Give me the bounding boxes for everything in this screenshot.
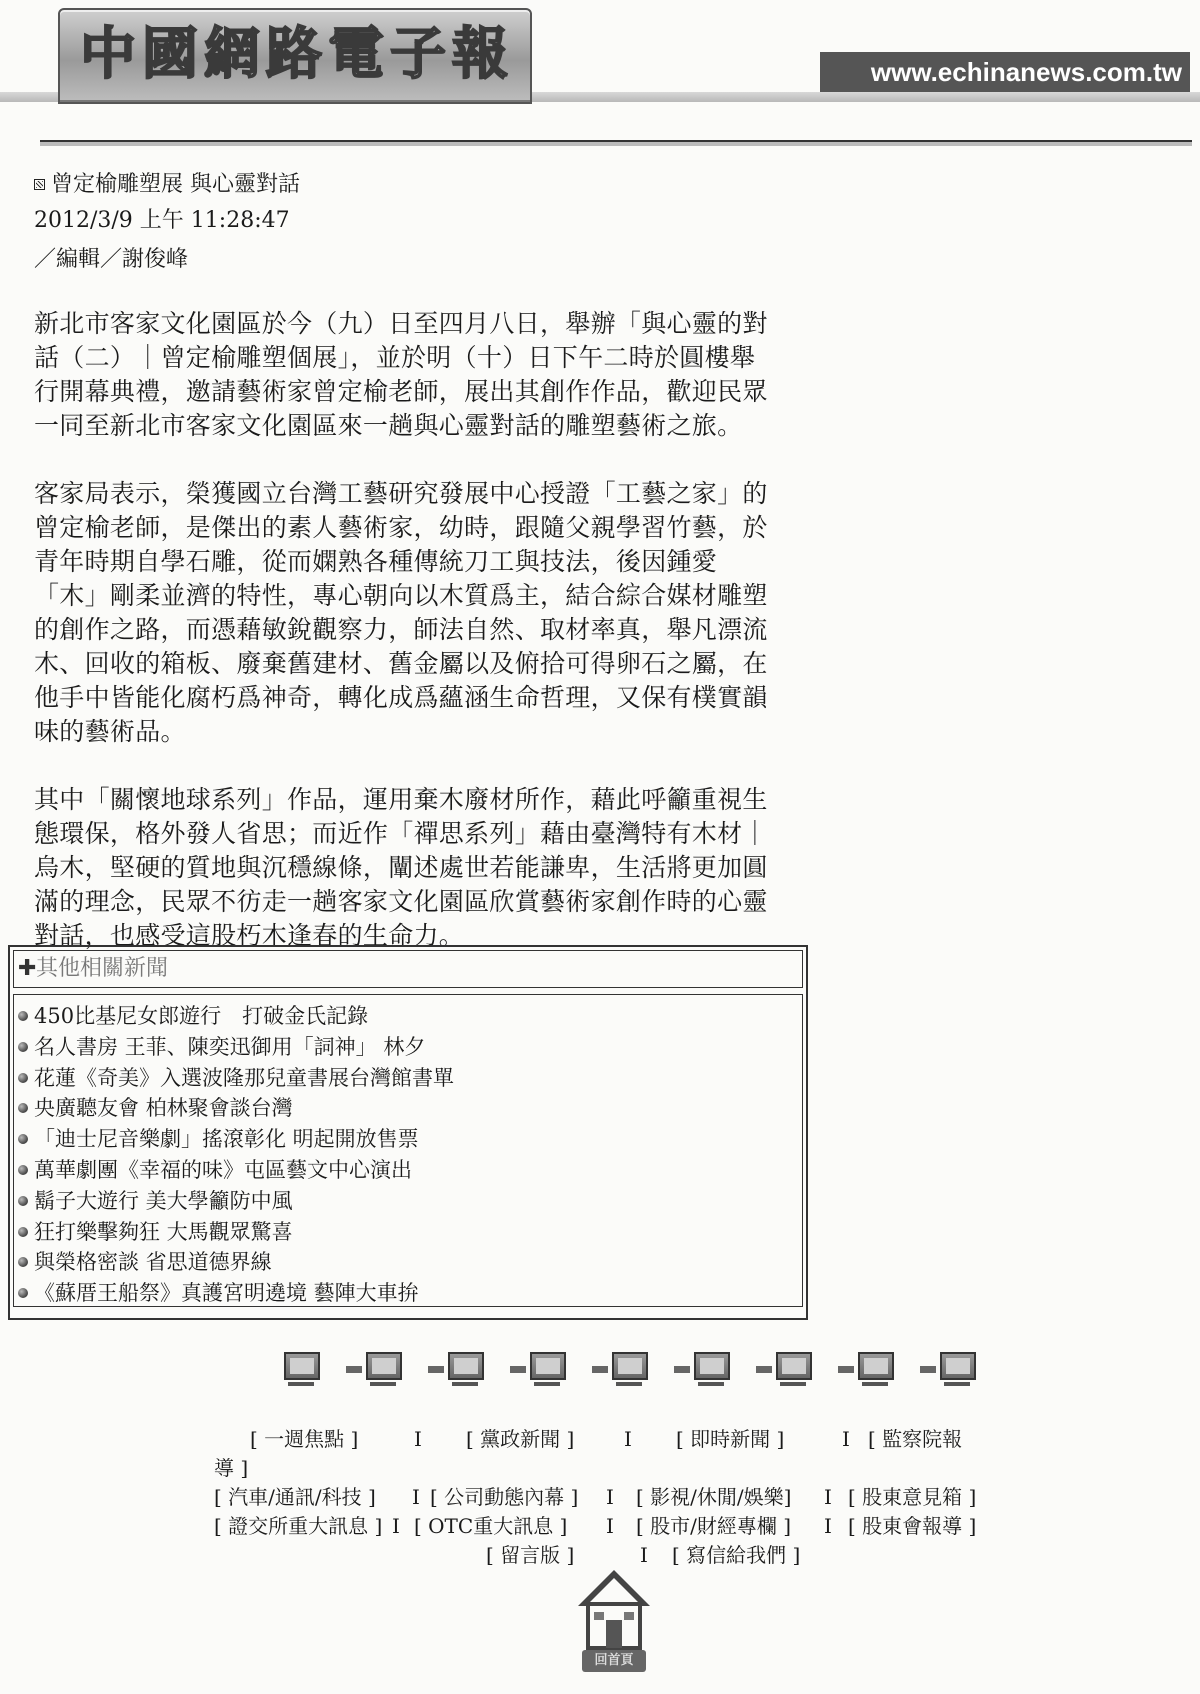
home-button[interactable] [574, 1566, 654, 1678]
related-news-item[interactable] [18, 1278, 802, 1309]
separator: I [824, 1485, 832, 1509]
masthead-logo[interactable] [58, 8, 532, 104]
link-exchange-info[interactable]: [ 證交所重大訊息 ] [214, 1514, 383, 1538]
plus-icon: ✚ [18, 956, 37, 981]
related-news-link[interactable]: 《蘇厝王船祭》真護宮明遶境 藝陣大車拚 [34, 1281, 419, 1306]
home-label: 回首頁 [582, 1650, 646, 1672]
article-paragraph-3 [34, 783, 814, 953]
computer-base [452, 1382, 478, 1386]
link-shareholder-box[interactable]: [ 股東意見箱 ] [848, 1485, 977, 1509]
computer-icon[interactable] [510, 1352, 566, 1386]
link-stock-column[interactable]: [ 股市/財經專欄 ] [636, 1514, 792, 1538]
article-line: 他手中皆能化腐朽爲神奇，轉化成爲蘊涵生命哲理，又保有樸實韻 [34, 683, 768, 712]
related-news-link[interactable]: 萬華劇團《幸福的味》屯區藝文中心演出 [34, 1157, 412, 1182]
related-news-link[interactable]: 450比基尼女郎遊行 打破金氏記錄 [34, 1004, 369, 1028]
link-party-news[interactable]: [ 黨政新聞 ] [466, 1427, 575, 1451]
nav-icon-row [264, 1352, 984, 1392]
bullet-dot-icon [18, 1134, 28, 1144]
article-datetime: 2012/3/9 上午 11:28:47 [34, 208, 290, 233]
link-otc-info[interactable]: [ OTC重大訊息 ] [414, 1514, 568, 1538]
bullet-dot-icon [18, 1042, 28, 1052]
article-paragraph-2 [34, 477, 814, 749]
article-line: 烏木，堅硬的質地與沉穩線條，闡述處世若能謙卑，生活將更加圓 [34, 853, 768, 882]
footer-nav [214, 1424, 1004, 1569]
article-line: 新北市客家文化園區於今（九）日至四月八日，舉辦「與心靈的對 [34, 309, 768, 338]
link-instant-news[interactable]: [ 即時新聞 ] [676, 1427, 785, 1451]
computer-base [698, 1382, 724, 1386]
connector [920, 1366, 936, 1373]
masthead-title: 中國網路電子報 [80, 22, 514, 87]
related-news-item[interactable] [18, 1124, 802, 1155]
related-news-title: 其他相關新聞 [36, 956, 169, 981]
footer-row-1 [214, 1424, 1004, 1453]
article-body [34, 307, 814, 987]
link-shareholder-report[interactable]: [ 股東會報導 ] [848, 1514, 977, 1538]
related-news-item[interactable] [18, 1217, 802, 1248]
article-line: 青年時期自學石雕，從而嫻熟各種傳統刀工與技法，後因鍾愛 [34, 547, 718, 576]
bullet-dot-icon [18, 1011, 28, 1021]
bullet-dot-icon [18, 1165, 28, 1175]
related-news-link[interactable]: 狂打樂擊夠狂 大馬觀眾驚喜 [34, 1219, 293, 1244]
footer-row-4 [214, 1511, 1004, 1540]
related-news-item[interactable] [18, 1032, 802, 1063]
bullet-dot-icon [18, 1196, 28, 1206]
computer-screen [858, 1352, 894, 1380]
bullet-dot-icon [18, 1227, 28, 1237]
article-line: 「木」剛柔並濟的特性，專心朝向以木質爲主，結合綜合媒材雕塑 [34, 581, 768, 610]
computer-screen [694, 1352, 730, 1380]
house-icon [574, 1566, 654, 1652]
related-news-link[interactable]: 與榮格密談 省思道德界線 [34, 1250, 272, 1275]
related-news-link[interactable]: 名人書房 王菲、陳奕迅御用「詞神」 林夕 [34, 1034, 426, 1059]
computer-base [780, 1382, 806, 1386]
related-news-list [13, 994, 803, 1307]
separator: I [392, 1514, 400, 1538]
article-line: 態環保，格外發人省思；而近作「禪思系列」藉由臺灣特有木材｜ [34, 819, 768, 848]
connector [592, 1366, 608, 1373]
article-editor: ／編輯／謝俊峰 [34, 247, 189, 272]
computer-icon[interactable] [592, 1352, 648, 1386]
separator: I [412, 1485, 420, 1509]
computer-screen [776, 1352, 812, 1380]
related-news-link[interactable]: 鬍子大遊行 美大學籲防中風 [34, 1188, 293, 1213]
computer-base [288, 1382, 314, 1386]
computer-base [862, 1382, 888, 1386]
computer-icon[interactable] [838, 1352, 894, 1386]
computer-base [370, 1382, 396, 1386]
link-film-leisure[interactable]: [ 影視/休閒/娛樂] [636, 1485, 792, 1509]
separator: I [624, 1427, 632, 1451]
separator: I [842, 1427, 850, 1451]
computer-screen [284, 1352, 320, 1380]
separator: I [824, 1514, 832, 1538]
connector [756, 1366, 772, 1373]
link-guestbook[interactable]: [ 留言版 ] [486, 1543, 575, 1567]
computer-icon[interactable] [756, 1352, 812, 1386]
connector [838, 1366, 854, 1373]
footer-row-2 [214, 1453, 1004, 1482]
separator: I [606, 1514, 614, 1538]
computer-icon[interactable] [428, 1352, 484, 1386]
related-news-item[interactable] [18, 1063, 802, 1094]
connector [510, 1366, 526, 1373]
separator: I [414, 1427, 422, 1451]
bullet-dot-icon [18, 1073, 28, 1083]
computer-screen [612, 1352, 648, 1380]
link-control-yuan[interactable]: [ 監察院報 [868, 1427, 963, 1451]
article-line: 對話，也感受這股朽木逢春的生命力。 [34, 921, 465, 950]
header-divider [40, 140, 1192, 146]
computer-screen [366, 1352, 402, 1380]
related-news-link[interactable]: 花蓮《奇美》入選波隆那兒童書展台灣館書單 [34, 1065, 454, 1090]
computer-screen [530, 1352, 566, 1380]
link-weekly-focus[interactable]: [ 一週焦點 ] [250, 1427, 359, 1451]
article-line: 曾定榆老師，是傑出的素人藝術家，幼時，跟隨父親學習竹藝，於 [34, 513, 768, 542]
link-company-news[interactable]: [ 公司動態內幕 ] [430, 1485, 579, 1509]
related-news-header [13, 950, 803, 988]
article-line: 話（二）｜曾定榆雕塑個展」，並於明（十）日下午二時於圓樓舉 [34, 343, 756, 372]
article-line: 其中「關懷地球系列」作品，運用棄木廢材所作，藉此呼籲重視生 [34, 785, 768, 814]
article-line: 的創作之路，而憑藉敏銳觀察力，師法自然、取材率真，舉凡漂流 [34, 615, 768, 644]
computer-icon[interactable] [674, 1352, 730, 1386]
connector [674, 1366, 690, 1373]
article-line: 一同至新北市客家文化園區來一趟與心靈對話的雕塑藝術之旅。 [34, 411, 743, 440]
related-news-item[interactable] [18, 1186, 802, 1217]
bullet-dot-icon [18, 1257, 28, 1267]
related-news-link[interactable]: 央廣聽友會 柏林聚會談台灣 [34, 1096, 293, 1121]
article-line: 行開幕典禮，邀請藝術家曾定榆老師，展出其創作作品，歡迎民眾 [34, 377, 768, 406]
computer-icon[interactable] [920, 1352, 976, 1386]
site-url[interactable]: www.echinanews.com.tw [820, 52, 1190, 92]
link-contact-us[interactable]: [ 寫信給我們 ] [672, 1543, 801, 1567]
related-news-item[interactable] [18, 1155, 802, 1186]
computer-base [534, 1382, 560, 1386]
computer-screen [940, 1352, 976, 1380]
computer-base [944, 1382, 970, 1386]
article-line: 木、回收的箱板、廢棄舊建材、舊金屬以及俯拾可得卵石之屬，在 [34, 649, 768, 678]
computer-screen [448, 1352, 484, 1380]
article-paragraph-1 [34, 307, 814, 443]
computer-icon[interactable] [346, 1352, 402, 1386]
related-news-panel [8, 945, 808, 1320]
computer-icon[interactable] [264, 1352, 320, 1386]
connector [346, 1366, 362, 1373]
separator: I [640, 1543, 648, 1567]
link-control-yuan-cont[interactable]: 導 ] [214, 1456, 249, 1480]
link-auto-tech[interactable]: [ 汽車/通訊/科技 ] [214, 1485, 376, 1509]
footer-row-5 [214, 1540, 1004, 1569]
related-news-link[interactable]: 「迪士尼音樂劇」搖滾彰化 明起開放售票 [34, 1127, 419, 1152]
footer-row-3 [214, 1482, 1004, 1511]
article-line: 味的藝術品。 [34, 717, 186, 746]
checkbox-bullet-icon [34, 179, 45, 190]
article-title-row [34, 170, 300, 200]
article-title: 曾定榆雕塑展 與心靈對話 [51, 172, 300, 197]
computer-base [616, 1382, 642, 1386]
connector [428, 1366, 444, 1373]
related-news-item[interactable] [18, 1247, 802, 1278]
bullet-dot-icon [18, 1103, 28, 1113]
article-line: 滿的理念，民眾不彷走一趟客家文化園區欣賞藝術家創作時的心靈 [34, 887, 768, 916]
bullet-dot-icon [18, 1288, 28, 1298]
separator: I [606, 1485, 614, 1509]
article-line: 客家局表示，榮獲國立台灣工藝研究發展中心授證「工藝之家」的 [34, 479, 768, 508]
related-news-item[interactable] [18, 1093, 802, 1124]
related-news-item[interactable] [18, 1001, 802, 1032]
